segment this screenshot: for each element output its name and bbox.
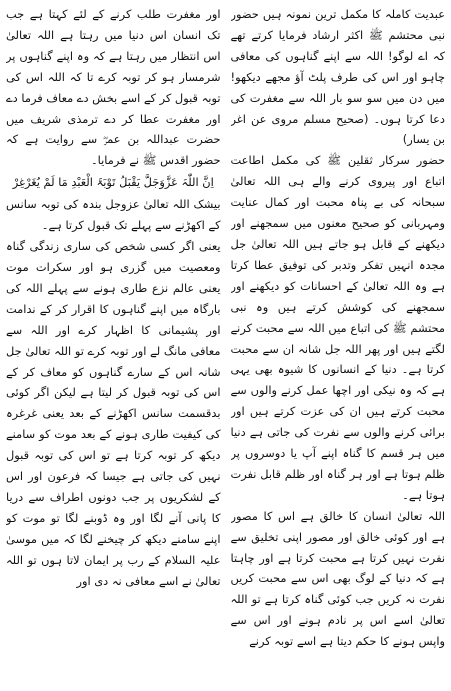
paragraph-nazaa: یعنی اگر کسی شخص کی ساری زندگی گناہ ومعصیت میں گزری ہو اور سکرات موت یعنی عالم نزع طاری ہونے سے پہلے اللہ کی بارگاہ میں اپنے گناہوں کا اقرار کر کے ندامت اور پشیمانی کا اظہار کرے اور اللہ سے معافی مانگ لے اور توبہ کرے تو اللہ تعالیٰ جل شانہ اس کے سارے گناہوں کو معاف کر کے اس کی توبہ قبول کر لیتا ہے لیکن اگر کوئی بدقسمت سانس اکھڑنے کے بعد یعنی غرغرہ کی کیفیت طاری ہونے کے بعد موت کو سامنے دیکھ کر توبہ کرتا ہے تو اس کی توبہ قبول نہیں کی جاتی ہے جیسا کہ فرعون اور اس کے لشکریوں پر جب دونوں اطراف سے دریا کا پانی آنے لگا اور وہ ڈوبنے لگا تو موت کو اپنے سامنے دیکھ کر چیخنے لگا کہ میں موسیٰ علیہ السلام کے رب پر ایمان لاتا ہوں تو اللہ تعالیٰ نے اسے معافی نہ دی اور	[6, 239, 221, 588]
paragraph-tauba-intezar: اور مغفرت طلب کرنے کے لئے کہتا ہے جب تک انسان اس دنیا میں رہتا ہے اللہ تعالیٰ اس انتظار میں رہتا ہے کہ وہ اپنے گناہوں پر شرمسار ہو کر توبہ کرے تا کہ اللہ اس کی توبہ قبول کر کے اسے بخش دے معاف فرما دے اور مغفرت عطا کر دے ترمذی شریف میں حضرت عبداللہ بن عمرؓ سے روایت ہے کہ حضور اقدس ﷺ نے فرمایا۔	[6, 7, 221, 168]
paragraph-hadith-istighfar: عبدیت کاملہ کا مکمل ترین نمونہ ہیں حضور نبی محتشم ﷺ اکثر ارشاد فرمایا کرتے تھے کہ اے لوگو! اللہ سے اپنے گناہوں کی معافی چاہو اور اس کی طرف پلٹ آؤ مجھے دیکھو! میں دن میں سو سو بار اللہ سے مغفرت کی دعا کرتا ہوں۔ (صحیح مسلم مروی عن اغر بن یسار)	[230, 7, 445, 147]
arabic-hadith-verse: اِنَّ اللّٰہَ عَزَّوَجَلَّ یَقْبَلُ تَوْبَۃَ الْعَبْدِ مَا لَمْ یُغَرْغِرْ	[12, 175, 214, 190]
left-column	[6, 4, 221, 687]
paragraph-khaliq: اللہ تعالیٰ انسان کا خالق ہے اس کا مصور ہے اور کوئی خالق اور مصور اپنی تخلیق سے نفرت نہیں کرتا ہے محبت کرتا ہے اور چاہتا ہے کہ دنیا کے لوگ بھی اس سے محبت کریں نفرت نہ کریں جب کوئی گناہ کرتا ہے تو اللہ تعالیٰ اسے اس پر نادم ہونے اور اس سے واپس ہونے کا حکم دیتا ہے اسے توبہ کرنے	[230, 508, 445, 649]
hadith-translation: بیشک اللہ تعالیٰ عزوجل بندہ کی توبہ سانس کے اکھڑنے سے پہلے تک قبول کرتا ہے۔	[6, 197, 221, 233]
paragraph-itaat: حضور سرکار ثقلین ﷺ کی مکمل اطاعت اتباع اور پیروی کرنے والے ہی اللہ تعالیٰ سبحانہ کی بے پناہ محبت اور کمال عنایت ومہربانی کو صحیح معنوں میں سمجھنے اور دیکھنے کے قابل ہو جاتے ہیں اللہ تعالیٰ جل مجدہ انہیں تفکر وتدبر کی توفیق عطا کرتا ہے وہ اللہ تعالیٰ کے احسانات کو دیکھنے اور سمجھنے کی کوشش کرتے ہیں وہ نبی محتشم ﷺ کی اتباع میں اللہ سے محبت کرنے لگتے ہیں اور پھر اللہ جل شانہ ان سے محبت کرتا ہے۔ دنیا کے انسانوں کا شیوہ بھی یہی ہے کہ وہ نیکی اور اچھا عمل کرنے والوں سے محبت کرتے ہیں ان کی عزت کرتے ہیں اور برائی کرنے والوں سے نفرت کی جاتی ہے دنیا میں ہر قسم کا گناہ اپنے آپ یا دوسروں پر ظلم ہوتا ہے اور ہر گناہ اور ظلم قابل نفرت ہوتا ہے۔	[230, 153, 445, 502]
right-column	[231, 4, 446, 687]
